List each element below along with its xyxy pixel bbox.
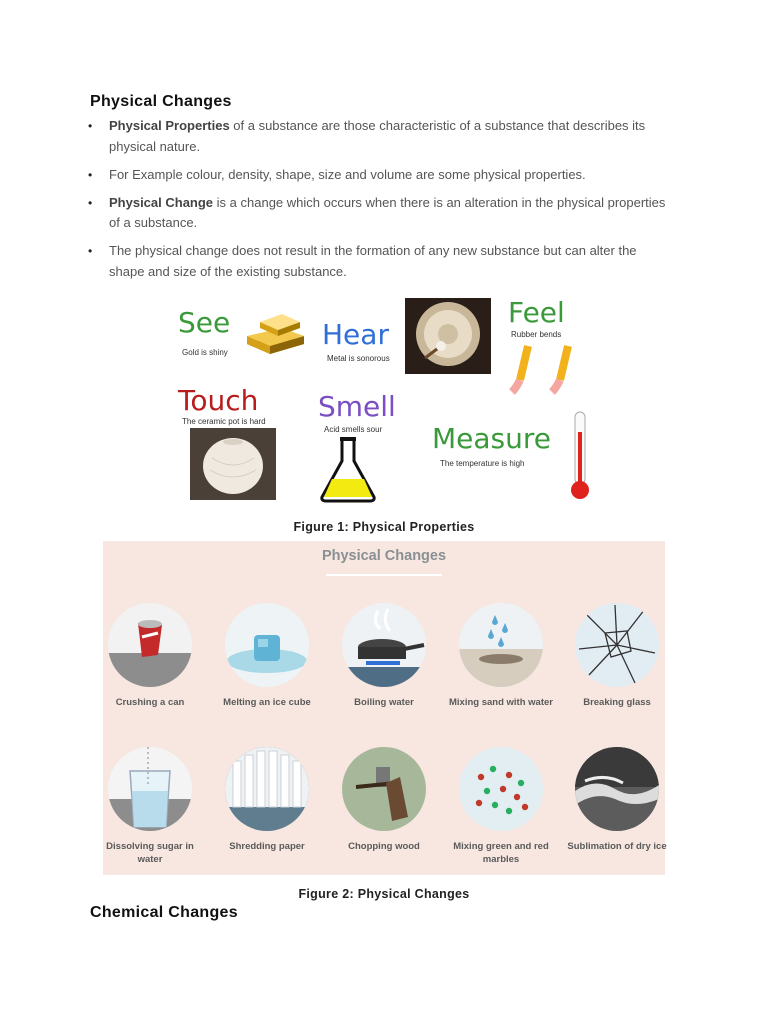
label-mixing-sand: Mixing sand with water: [449, 697, 553, 708]
feel-note: Rubber bends: [511, 330, 562, 339]
section-heading-chemical-changes: Chemical Changes: [90, 904, 238, 921]
bullet-text: The physical change does not result in the formation of any new substance but can alter the shape and size of the existing substance.: [109, 243, 637, 279]
list-item: [88, 241, 668, 282]
label-sublimation: Sublimation of dry ice: [567, 841, 667, 852]
figure1-caption: Figure 1: Physical Properties: [293, 520, 475, 534]
crushed-can-icon: [108, 603, 192, 687]
list-item: [88, 165, 668, 186]
see-note: Gold is shiny: [182, 348, 228, 357]
bullet-bold-term: Physical Change: [109, 194, 214, 210]
label-breaking-glass: Breaking glass: [583, 697, 651, 708]
bullet-text: of a substance are those characteristic of a substance that describes its physical nature.: [109, 118, 646, 154]
figure2-title: Physical Changes: [321, 548, 447, 564]
touch-label: Touch: [178, 384, 259, 417]
flask-icon: [318, 435, 378, 505]
marble: [506, 808, 512, 814]
gong-icon: [405, 298, 491, 374]
smell-note: Acid smells sour: [324, 425, 383, 434]
broken-glass-icon: [575, 603, 659, 687]
hear-note: Metal is sonorous: [327, 354, 390, 363]
marbles-icon: [459, 747, 543, 831]
list-item: [88, 116, 668, 157]
label-chopping-wood: Chopping wood: [348, 841, 420, 852]
bullet-text: is a change which occurs when there is an alteration in the physical properties of a substance.: [109, 194, 666, 230]
gold-bars-icon: [242, 306, 312, 356]
label-mixing-marbles: Mixing green and red marbles: [453, 841, 549, 865]
label-dissolving-sugar: Dissolving sugar in water: [106, 841, 194, 865]
see-label: See: [178, 306, 231, 339]
label-boiling-water: Boiling water: [354, 697, 414, 708]
marble: [522, 804, 528, 810]
section-heading-physical-changes: Physical Changes: [90, 93, 232, 110]
title-underline: [326, 574, 442, 576]
marble: [476, 800, 482, 806]
hear-label: Hear: [322, 318, 389, 351]
marble: [478, 774, 484, 780]
list-item: [88, 193, 668, 234]
label-crushing-can: Crushing a can: [115, 697, 185, 708]
sugar-glass-icon: [108, 747, 192, 831]
marble: [492, 802, 498, 808]
bullet-text: For Example colour, density, shape, size and volume are some physical properties.: [109, 166, 586, 182]
measure-label: Measure: [432, 422, 551, 455]
shredded-paper-icon: [225, 747, 309, 831]
sand-water-icon: [459, 603, 543, 687]
label-shredding-paper: Shredding paper: [229, 841, 305, 852]
smell-label: Smell: [318, 390, 396, 423]
marble: [506, 772, 512, 778]
bending-pencils-icon: [506, 344, 582, 400]
marble: [518, 780, 524, 786]
marble: [484, 788, 490, 794]
figure-physical-changes: [103, 541, 665, 875]
touch-note: The ceramic pot is hard: [182, 417, 266, 426]
marble: [500, 786, 506, 792]
figure-physical-properties: [170, 292, 600, 507]
chopping-wood-icon: [342, 747, 426, 831]
figure2-caption: Figure 2: Physical Changes: [298, 887, 470, 901]
measure-note: The temperature is high: [440, 459, 525, 468]
marble: [514, 794, 520, 800]
thermometer-icon: [566, 410, 594, 502]
feel-label: Feel: [508, 296, 565, 329]
dry-ice-icon: [575, 747, 659, 831]
ceramic-pot-icon: [190, 428, 276, 500]
boiling-pan-icon: [342, 603, 426, 687]
physical-changes-bullet-list: [88, 116, 668, 290]
ice-cube-icon: [225, 603, 309, 687]
bullet-bold-term: Physical Properties: [109, 118, 230, 133]
marble: [490, 766, 496, 772]
label-melting-ice: Melting an ice cube: [223, 697, 311, 708]
